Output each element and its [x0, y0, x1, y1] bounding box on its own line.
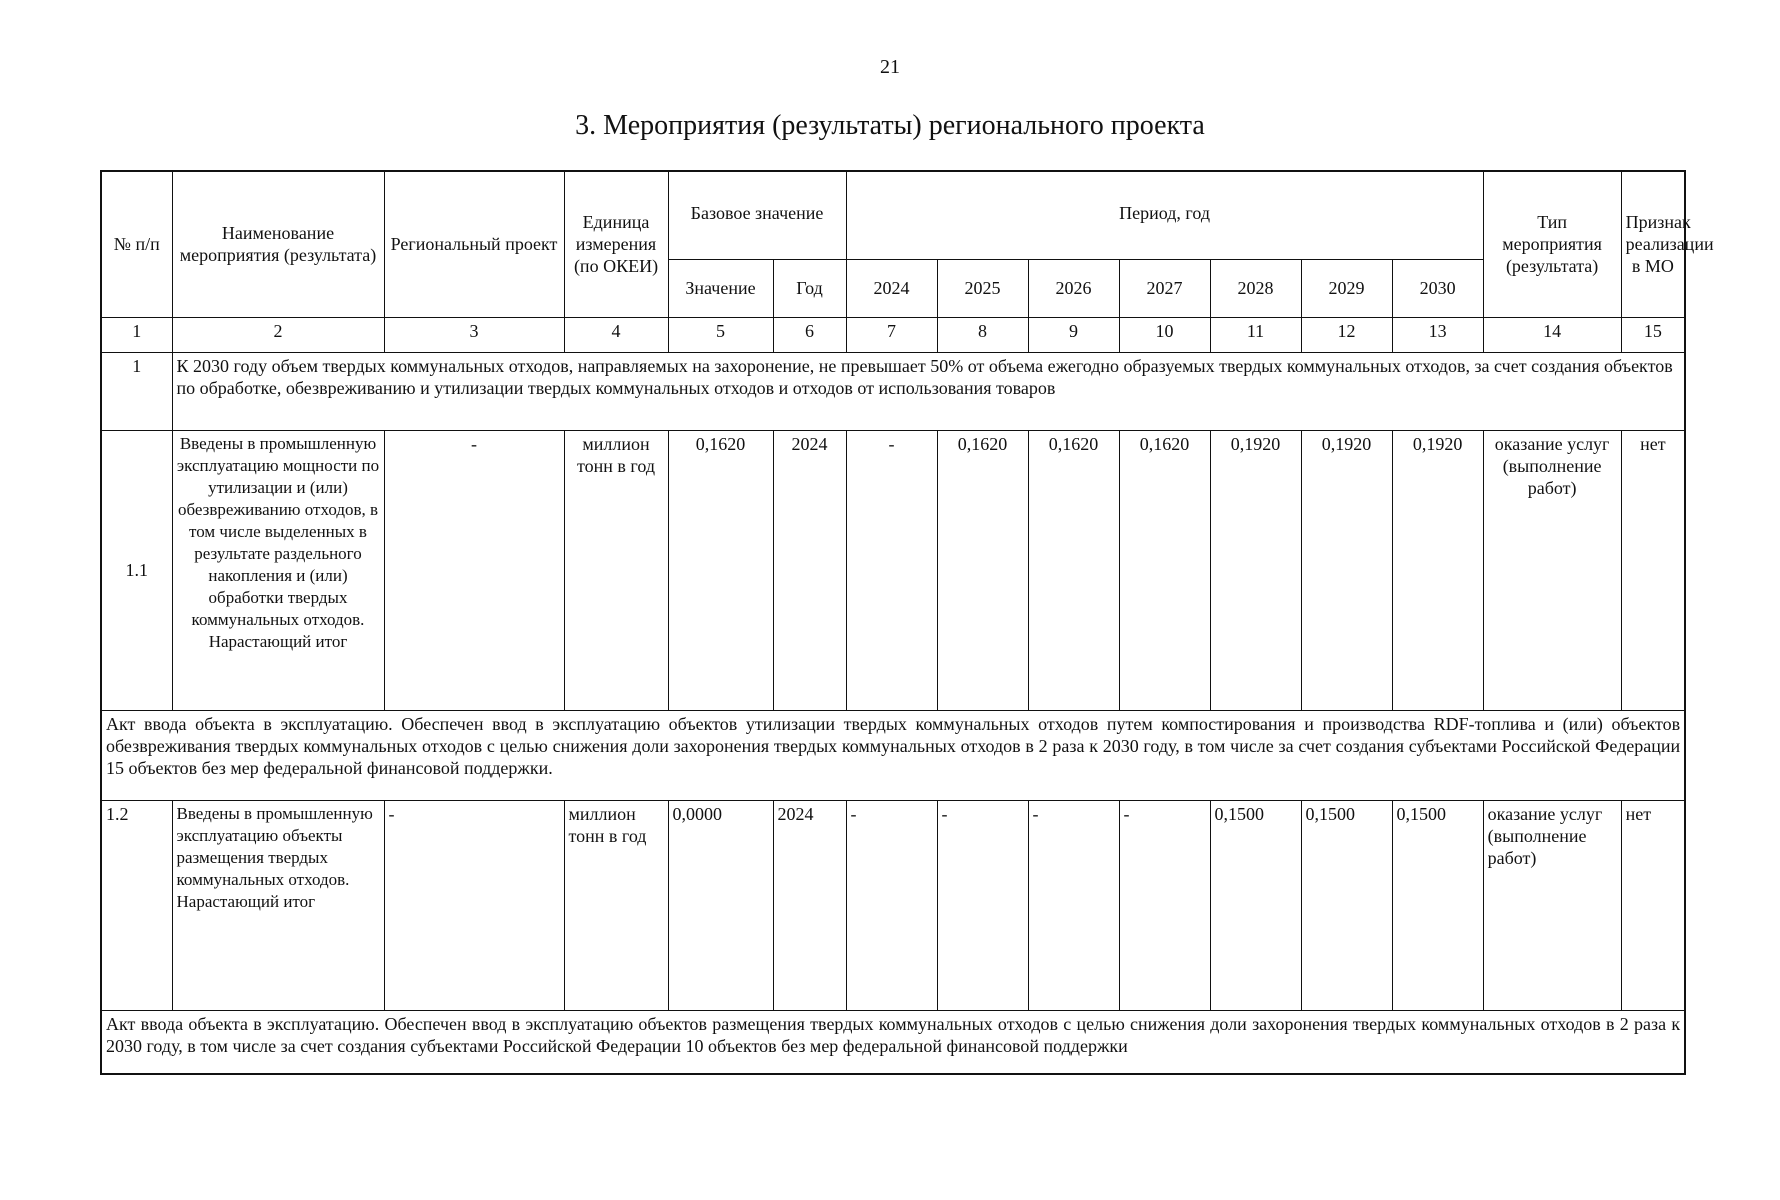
row-unit: миллион тонн в год [564, 800, 668, 1010]
header-row [101, 171, 1685, 259]
row-value: - [846, 430, 937, 710]
header-base: Базовое значение [668, 171, 846, 259]
header-unit: Единица измерения (по ОКЕИ) [564, 171, 668, 317]
note-row [101, 710, 1685, 800]
row-value: - [846, 800, 937, 1010]
row-num: 1.2 [101, 800, 172, 1010]
header-base-year: Год [773, 259, 846, 317]
goal-num: 1 [101, 352, 172, 430]
column-number: 15 [1621, 317, 1685, 352]
row-project: - [384, 800, 564, 1010]
header-year: 2027 [1119, 259, 1210, 317]
column-number: 9 [1028, 317, 1119, 352]
header-name: Наименование мероприятия (результата) [172, 171, 384, 317]
header-year: 2026 [1028, 259, 1119, 317]
column-number: 2 [172, 317, 384, 352]
row-value: 0,1920 [1392, 430, 1483, 710]
row-value: - [1028, 800, 1119, 1010]
header-year: 2028 [1210, 259, 1301, 317]
note-row [101, 1010, 1685, 1074]
header-base-value: Значение [668, 259, 773, 317]
row-value: 0,1500 [1301, 800, 1392, 1010]
column-number: 10 [1119, 317, 1210, 352]
header-year: 2030 [1392, 259, 1483, 317]
row-type: оказание услуг (выполнение работ) [1483, 430, 1621, 710]
column-number: 14 [1483, 317, 1621, 352]
column-number: 13 [1392, 317, 1483, 352]
column-numbers-row [101, 317, 1685, 352]
header-period: Период, год [846, 171, 1483, 259]
row-note: Акт ввода объекта в эксплуатацию. Обеспечен ввод в эксплуатацию объектов размещения твердых коммунальных отходов с целью снижения доли захоронения твердых коммунальных отходов в 2 раза к 2030 году, в том числе за счет создания субъектами Российской Федерации 10 объектов без мер федеральной финансовой поддержки [101, 1010, 1685, 1074]
row-value: 0,1920 [1301, 430, 1392, 710]
row-name: Введены в промышленную эксплуатацию мощности по утилизации и (или) обезвреживанию отходов, в том числе выделенных в результате раздельного накопления и (или) обработки твердых коммунальных отходов. Нарастающий итог [172, 430, 384, 710]
row-value: 0,1500 [1392, 800, 1483, 1010]
column-number: 6 [773, 317, 846, 352]
table-row [101, 800, 1685, 1010]
row-project: - [384, 430, 564, 710]
row-value: 0,1920 [1210, 430, 1301, 710]
table-row [101, 430, 1685, 710]
row-num: 1.1 [101, 430, 172, 710]
results-table [100, 170, 1714, 1075]
row-unit: миллион тонн в год [564, 430, 668, 710]
row-base-year: 2024 [773, 430, 846, 710]
header-year: 2025 [937, 259, 1028, 317]
column-number: 12 [1301, 317, 1392, 352]
goal-text: К 2030 году объем твердых коммунальных отходов, направляемых на захоронение, не превышает 50% от объема ежегодно образуемых твердых коммунальных отходов, за счет создания объектов по обработке, обезвреживанию и утилизации твердых коммунальных отходов и отходов от использования товаров [172, 352, 1685, 430]
column-number: 11 [1210, 317, 1301, 352]
row-base-year: 2024 [773, 800, 846, 1010]
row-name: Введены в промышленную эксплуатацию объекты размещения твердых коммунальных отходов. Нарастающий итог [172, 800, 384, 1010]
row-value: 0,1500 [1210, 800, 1301, 1010]
header-project: Региональный проект [384, 171, 564, 317]
column-number: 3 [384, 317, 564, 352]
goal-row [101, 352, 1685, 430]
row-sign: нет [1621, 430, 1685, 710]
header-year: 2024 [846, 259, 937, 317]
column-number: 1 [101, 317, 172, 352]
column-number: 7 [846, 317, 937, 352]
header-num: № п/п [101, 171, 172, 317]
column-number: 8 [937, 317, 1028, 352]
row-value: 0,1620 [1119, 430, 1210, 710]
row-base-value: 0,0000 [668, 800, 773, 1010]
row-value: - [937, 800, 1028, 1010]
column-number: 4 [564, 317, 668, 352]
row-value: 0,1620 [1028, 430, 1119, 710]
page-title: 3. Мероприятия (результаты) регионального проекта [575, 110, 1205, 141]
row-type: оказание услуг (выполнение работ) [1483, 800, 1621, 1010]
column-number: 5 [668, 317, 773, 352]
header-type: Тип мероприятия (результата) [1483, 171, 1621, 317]
row-base-value: 0,1620 [668, 430, 773, 710]
row-value: 0,1620 [937, 430, 1028, 710]
row-value: - [1119, 800, 1210, 1010]
row-sign: нет [1621, 800, 1685, 1010]
header-sign: Признак реализации в МО [1621, 171, 1685, 317]
header-year: 2029 [1301, 259, 1392, 317]
row-note: Акт ввода объекта в эксплуатацию. Обеспечен ввод в эксплуатацию объектов утилизации твердых коммунальных отходов путем компостирования и производства RDF-топлива и (или) объектов обезвреживания твердых коммунальных отходов с целью снижения доли захоронения твердых коммунальных отходов в 2 раза к 2030 году, в том числе за счет создания субъектами Российской Федерации 15 объектов без мер федеральной финансовой поддержки. [101, 710, 1685, 800]
page-number: 21 [880, 56, 900, 78]
